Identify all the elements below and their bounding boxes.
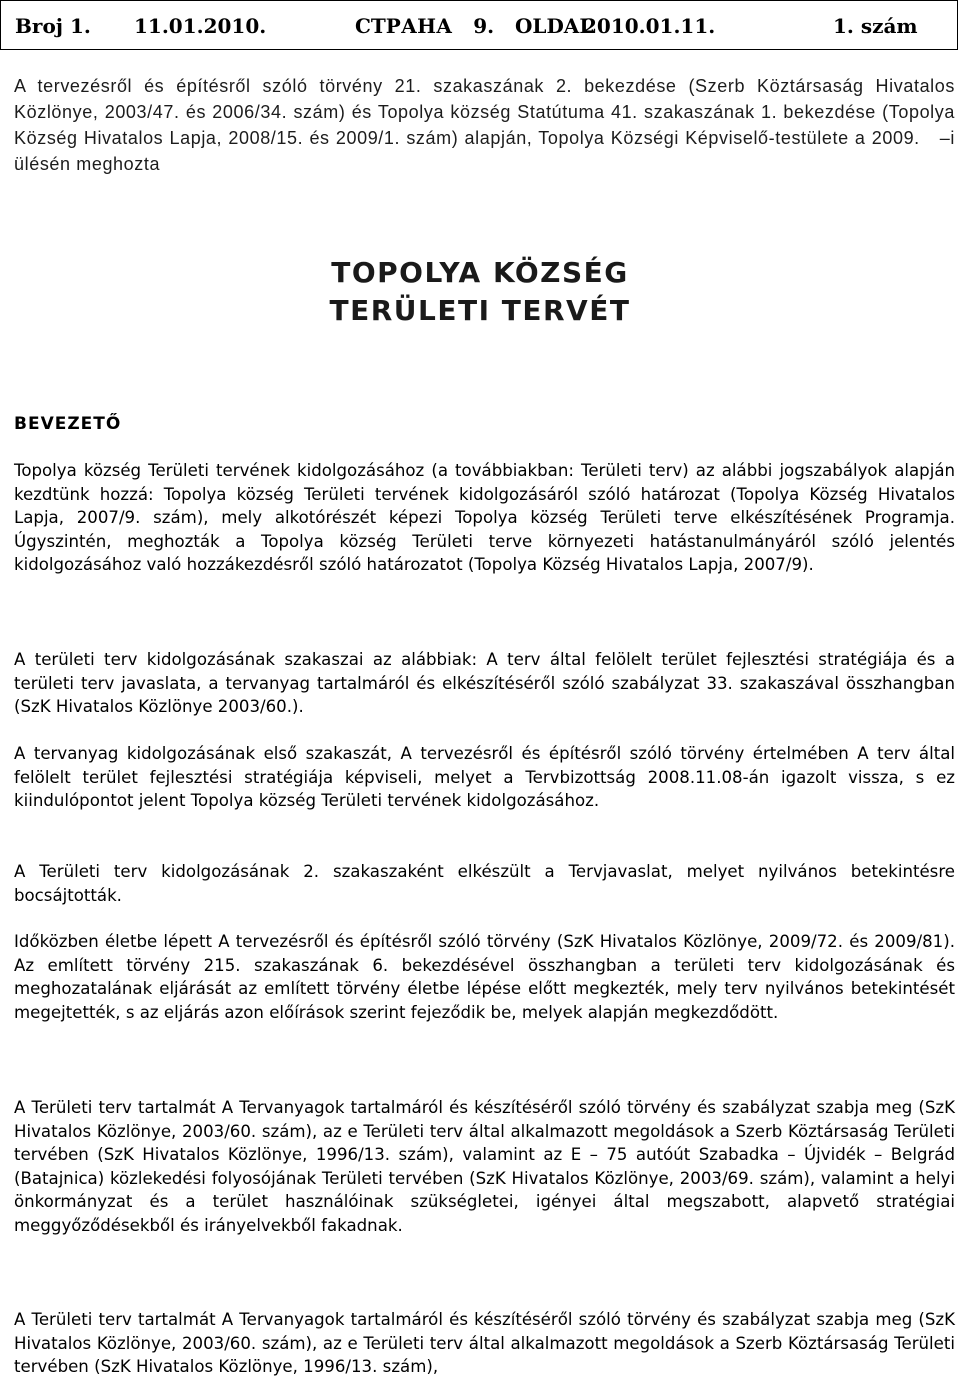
title-line-2: TERÜLETI TERVÉT [329, 294, 631, 327]
intro-text: A tervezésről és építésről szóló törvény 21. szakaszának 2. bekezdése (Szerb Köztársaság Hivatalos Közlönye, 2003/47. és 2006/34. szám) és Topolya község Statútuma 41. szakaszának 1. bekezdése (Topolya Község Hivatalos Lapja, 2008/15. és 2009/1. szám) alapján, Topolya Községi Képviselő-testülete a 2009. [14, 76, 955, 148]
page-number-label: СТРАНА 9. OLDAL [355, 14, 594, 38]
body-paragraph: Topolya község Területi tervének kidolgozásához (a továbbiakban: Területi terv) az alábbi jogszabályok alapján kezdtünk hozzá: Topolya község Területi tervének kidolgozásáról szóló határozat (Topolya Község Hivatalos Lapja, 2007/9. szám), mely alkotórészét képezi Topolya község Területi terve elkészítésének Programja. Úgyszintén, meghozták a Topolya község Területi terve környezeti hatástanulmányáról szóló jelentés kidolgozásához való hozzákezdésről szóló határozatot (Topolya Község Hivatalos Lapja, 2007/9). [14, 461, 955, 575]
intro-text-tail: –i ülésén meghozta [14, 128, 955, 174]
issue-date: 11.01.2010. [134, 14, 267, 38]
issue-date-hu: 2010.01.11. [583, 14, 716, 38]
body-paragraph: A Területi terv tartalmát A Tervanyagok tartalmáról és készítéséről szóló törvény és szabályzat szabja meg (SzK Hivatalos Közlönye, 2003/60. szám), az e Területi terv által alkalmazott megoldások a Szerb Köztársaság Területi tervében (SzK Hivatalos Közlönye, 1996/13. szám), valamint az E – 75 autóút Szabadka – Újvidék – Belgrád (Batajnica) közlekedési folyosójának Területi tervében (SzK Hivatalos Közlönye, 2003/69. szám), valamint a helyi önkormányzat és a terület használóinak szükségletei, igényei által megszabott, alapvető stratégiai meggyőződésekből és irányelvekből fakadnak. [14, 1098, 955, 1235]
title-line-1: TOPOLYA KÖZSÉG [331, 256, 629, 289]
body-paragraph: A tervanyag kidolgozásának első szakaszát, A tervezésről és építésről szóló törvény értelmében A terv által felölelt terület fejlesztési stratégiája képviseli, melyet a Tervbizottság 2008.11.08-án igazolt vissza, s ez kiindulópontot jelent Topolya község Területi tervének kidolgozásához. [14, 744, 955, 811]
issue-label: Broj 1. [15, 14, 91, 38]
document-title [0, 254, 960, 330]
intro-paragraph [14, 73, 955, 177]
section-heading: BEVEZETŐ [14, 414, 122, 434]
page-header [0, 0, 958, 50]
issue-number: 1. szám [833, 14, 918, 38]
body-paragraph: Időközben életbe lépett A tervezésről és építésről szóló törvény (SzK Hivatalos Közlönye, 2009/72. és 2009/81). Az említett törvény 215. szakaszának 6. bekezdésével összhangban a területi terv kidolgozásának és meghozatalának eljárását az említett törvény életbe lépése előtt megkezték, mely terv nyilvános betekintését megejtették, s az eljárás azon előírások szerint fejeződik be, melyek alapján megkezdődött. [14, 932, 955, 1022]
body-paragraph: A területi terv kidolgozásának szakaszai az alábbiak: A terv által felölelt terület fejlesztési stratégiája és a területi terv javaslata, a tervanyag tartalmáról és elkészítéséről szóló szabályzat 33. szakaszával összhangban (SzK Hivatalos Közlönye 2003/60.). [14, 650, 955, 717]
body-paragraph: A Területi terv tartalmát A Tervanyagok tartalmáról és készítéséről szóló törvény és szabályzat szabja meg (SzK Hivatalos Közlönye, 2003/60. szám), az e Területi terv által alkalmazott megoldások a Szerb Köztársaság Területi tervében (SzK Hivatalos Közlönye, 1996/13. szám), [14, 1310, 955, 1377]
body-paragraph: A Területi terv kidolgozásának 2. szakaszaként elkészült a Tervjavaslat, melyet nyilvános betekintésre bocsájtották. [14, 862, 955, 905]
